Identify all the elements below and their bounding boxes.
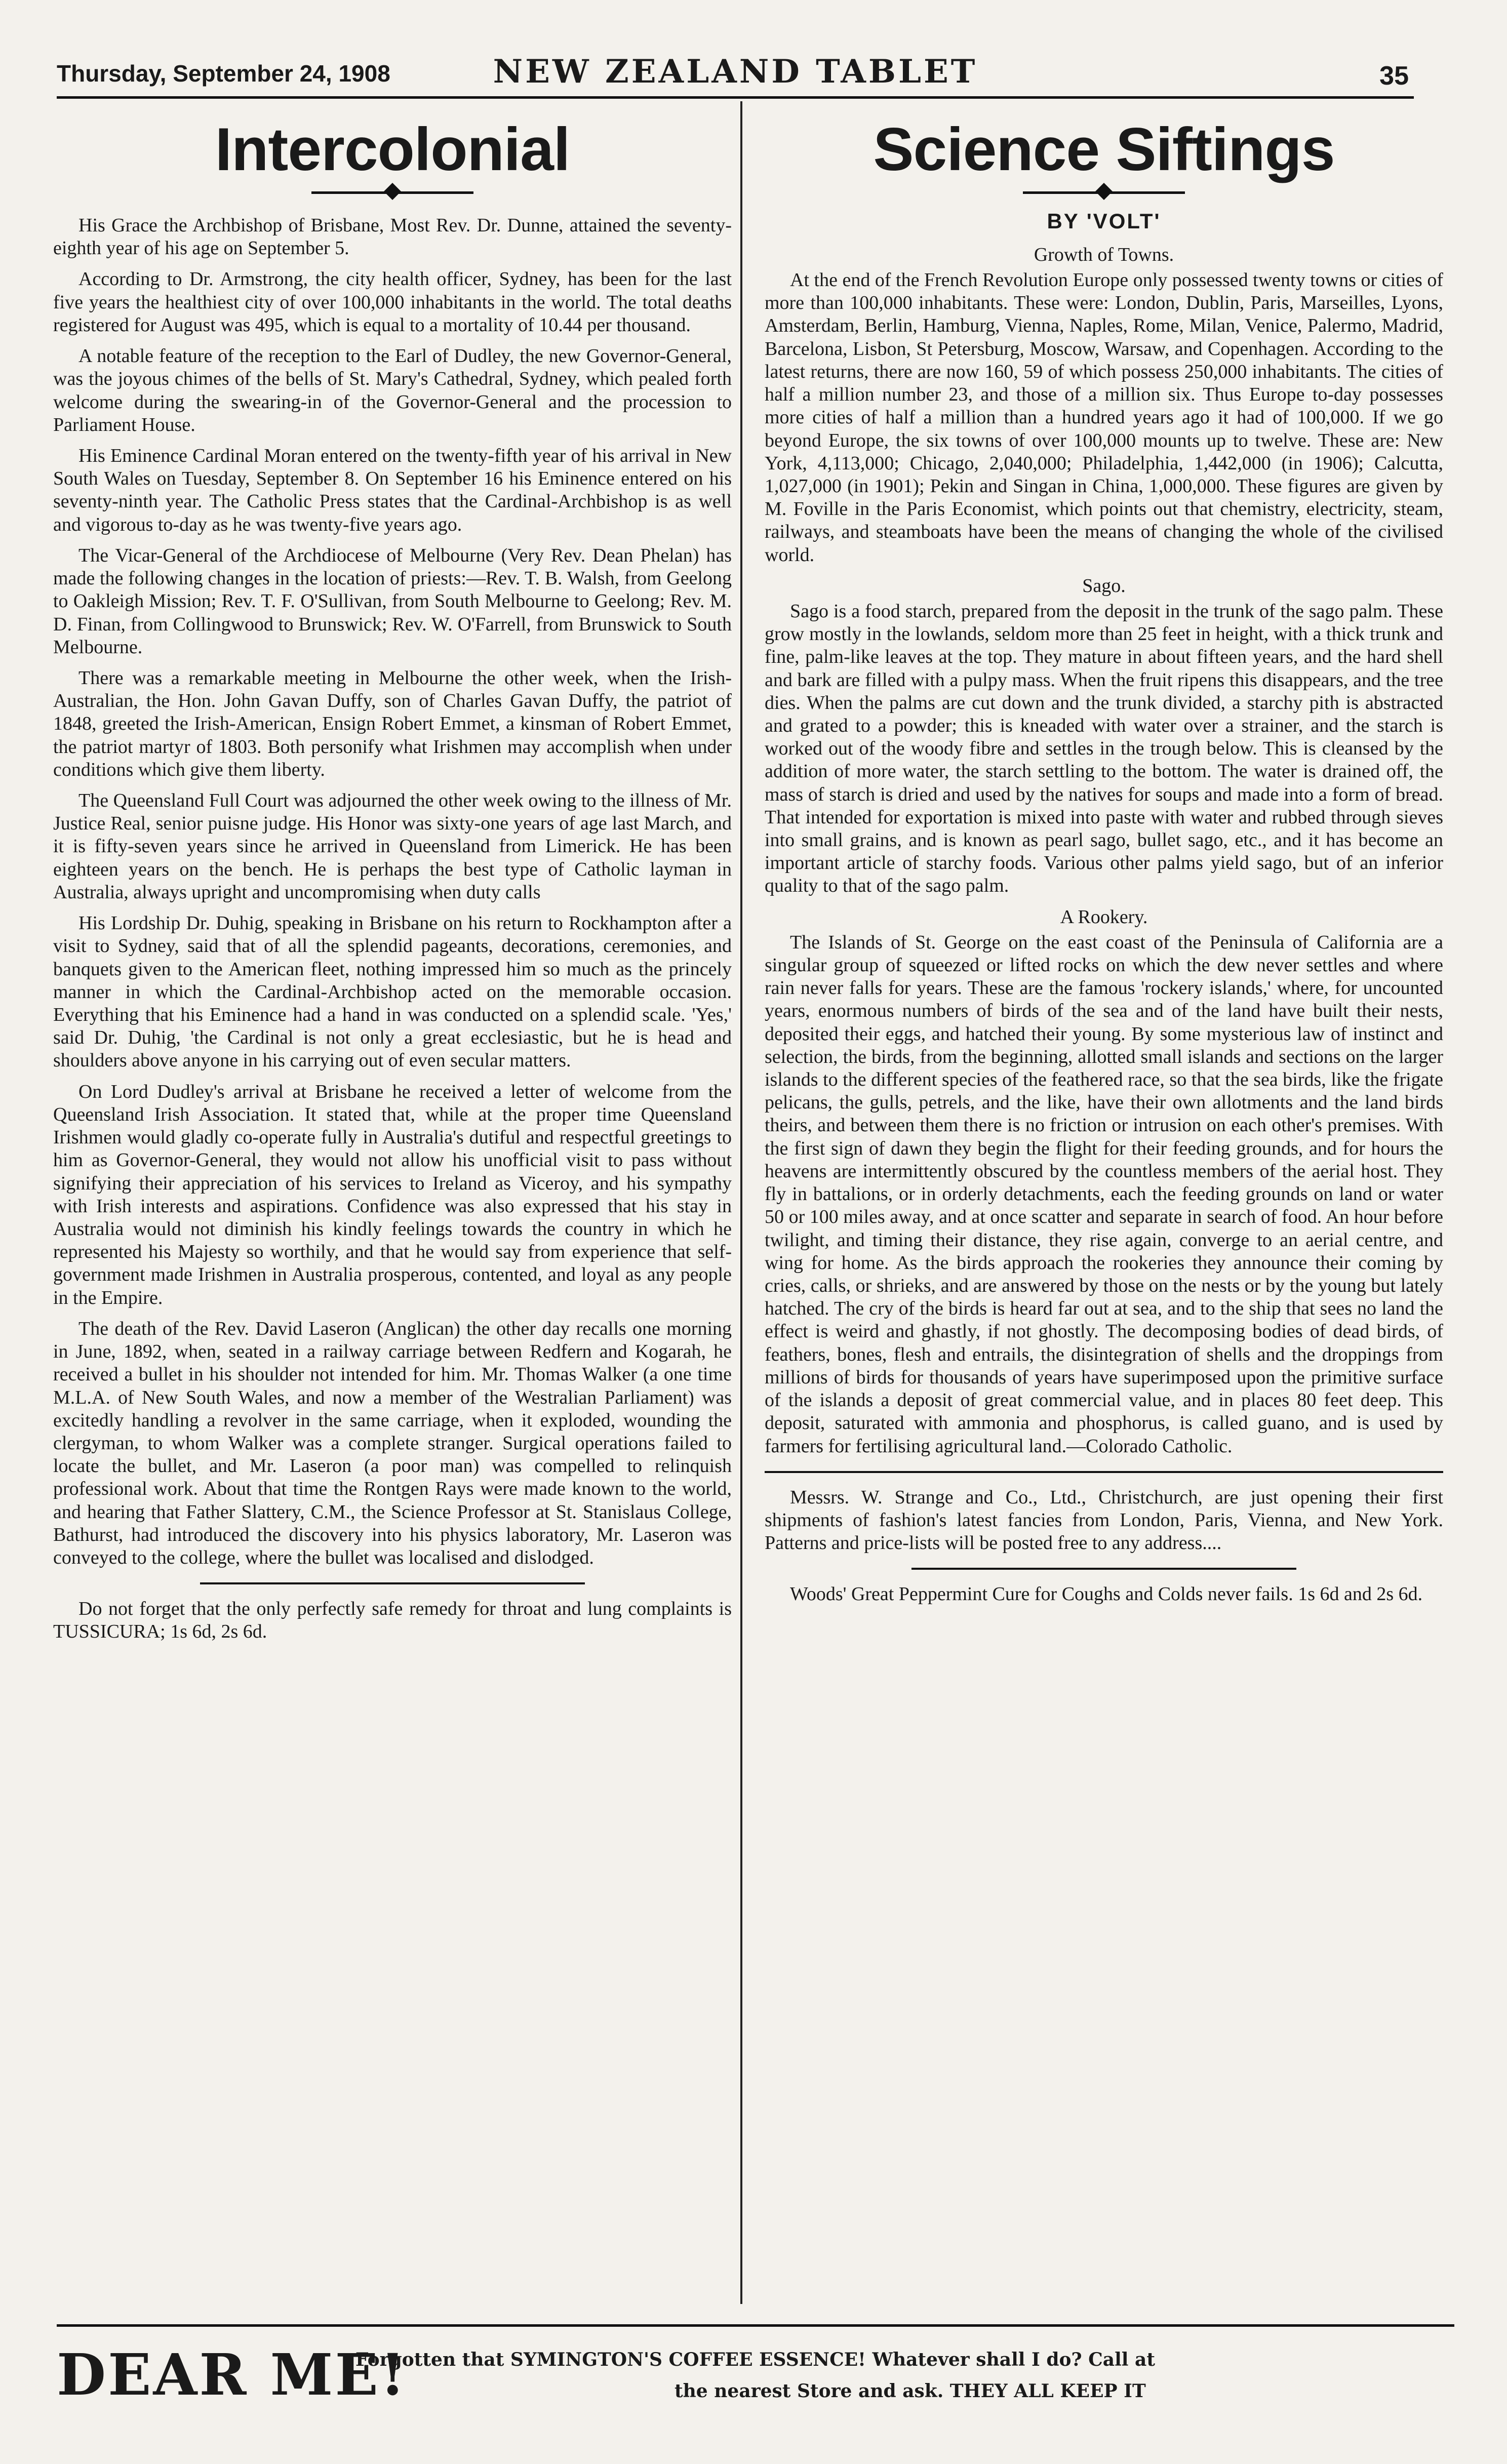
paragraph: A notable feature of the reception to the Earl of Dudley, the new Governor-General, was the joyous chimes of the bells of St. Mary's Cathedral, Sydney, which pealed forth welcome during the swearing-in of the Governor-General and the procession to Parliament House. bbox=[53, 345, 732, 435]
masthead bbox=[57, 46, 1414, 99]
issue-date: Thursday, September 24, 1908 bbox=[57, 60, 390, 87]
footer-advertisement bbox=[57, 2324, 1454, 2428]
intercolonial-column bbox=[53, 117, 732, 2214]
paragraph: At the end of the French Revolution Europe only possessed twenty towns or cities of more than 100,000 inhabitants. These were: London, Dublin, Paris, Marseilles, Lyons, Amsterdam, Berlin, Hamburg, Vienna, Naples, Rome, Milan, Venice, Palermo, Madrid, Barcelona, Lisbon, St Petersburg, Moscow, Warsaw, and Copenhagen. According to the latest returns, there are now 160, 59 of which possess 250,000 inhabitants. The cities of half a million number 23, and those of a million six. Thus Europe to-day possesses more cities of half a million than a hundred years ago it had of 100,000. If we go beyond Europe, the six towns of over 100,000 mounts up to twelve. These are: New York, 4,113,000; Chicago, 2,040,000; Philadelphia, 1,442,000 (in 1906); Calcutta, 1,027,000 (in 1901); Pekin and Singan in China, 1,000,000. These figures are given by M. Foville in the Paris Economist, which points out that chemistry, electricity, steam, railways, and steamboats have been the means of changing the whole of the civilised world. bbox=[765, 269, 1443, 566]
tussicura-notice: Do not forget that the only perfectly safe remedy for throat and lung complaints is TUSSICURA; 1s 6d, 2s 6d. bbox=[53, 1598, 732, 1643]
subheading-growth-of-towns: Growth of Towns. bbox=[1034, 244, 1174, 265]
paragraph: The Vicar-General of the Archdiocese of Melbourne (Very Rev. Dean Phelan) has made the following changes in the location of priests:—Rev. T. B. Walsh, from Geelong to Oakleigh Mission; Rev. T. F. O'Sullivan, from South Melbourne to Geelong; Rev. M. D. Finan, from Collingwood to Brunswick; Rev. W. O'Farrell, from Brunswick to South Melbourne. bbox=[53, 544, 732, 658]
page-number: 35 bbox=[1379, 61, 1409, 91]
subheading-sago: Sago. bbox=[1082, 575, 1126, 597]
paragraph: His Lordship Dr. Duhig, speaking in Brisbane on his return to Rockhampton after a visit to Sydney, said that of all the splendid pageants, decorations, ceremonies, and banquets given to the American fleet, nothing impressed him so much as the princely manner in which the Cardinal-Archbishop acted on the memorable occasion. Everything that his Eminence had a hand in was conducted on a splendid scale. 'Yes,' said Dr. Duhig, 'the Cardinal is not only a great ecclesiastic, but he is head and shoulders above anyone in his carrying out of even secular matters. bbox=[53, 912, 732, 1071]
advert-headline: DEAR ME! bbox=[57, 2342, 407, 2408]
paragraph: His Grace the Archbishop of Brisbane, Most Rev. Dr. Dunne, attained the seventy-eighth year of his age on September 5. bbox=[53, 215, 732, 259]
title-ornament bbox=[1023, 191, 1185, 194]
section-rule bbox=[200, 1582, 585, 1584]
intercolonial-title: Intercolonial bbox=[215, 117, 570, 183]
byline: BY 'VOLT' bbox=[1047, 209, 1161, 233]
science-title: Science Siftings bbox=[873, 117, 1335, 183]
paragraph: The Islands of St. George on the east coast of the Peninsula of California are a singular group of squeezed or lifted rocks on which the dew never settles and where rain never falls for years. These are the famous 'rockery islands,' where, for uncounted years, enormous numbers of birds of the sea and of the land have built their nests, deposited their eggs, and hatched their young. By some mysterious law of instinct and selection, the birds, from the beginning, allotted small islands and sections on the larger islands to the different species of the feathered race, so that the sea birds, like the frigate pelicans, the gulls, petrels, and the like, have their own allotments and the land birds theirs, and between them there is no friction or intrusion on each other's premises. With the first sign of dawn they begin the flight for their feeding grounds, and for hours the heavens are intermittently obscured by the countless members of the aerial host. They fly in battalions, or in orderly detachments, each the feeding grounds on land or water 50 or 100 miles away, and at once scatter and separate in search of food. An hour before twilight, and timing their distance, they rise again, converge to an aerial centre, and wing for home. As the birds approach the rookeries they announce their coming by cries, calls, or shrieks, and are answered by those on the nests or by the young but lately hatched. The cry of the birds is heard far out at sea, and to the ship that sees no land the effect is weird and ghastly, if not ghostly. The decomposing bodies of dead birds, of feathers, bones, flesh and entrails, the disintegration of shells and the droppings from millions of birds for thousands of years have superimposed upon the primitive surface of the islands a deposit of great commercial value, and in places 80 feet deep. This deposit, saturated with ammonia and phosphorus, is called guano, and is used by farmers for fertilising agricultural land.—Colorado Catholic. bbox=[765, 931, 1443, 1457]
paragraph: The Queensland Full Court was adjourned the other week owing to the illness of Mr. Justice Real, senior puisne judge. His Honor was sixty-one years of age last March, and it is fifty-seven years since he arrived in Queensland from Limerick. He has been eighteen years on the bench. He is perhaps the best type of Catholic layman in Australia, always upright and uncompromising when duty calls bbox=[53, 790, 732, 903]
section-rule bbox=[765, 1471, 1443, 1473]
paragraph: According to Dr. Armstrong, the city health officer, Sydney, has been for the last five years the healthiest city of over 100,000 inhabitants in the world. The total deaths registered for August was 495, which is equal to a mortality of 10.44 per thousand. bbox=[53, 268, 732, 336]
advert-line-2: the nearest Store and ask. THEY ALL KEEP IT bbox=[675, 2380, 1146, 2402]
strange-co-notice: Messrs. W. Strange and Co., Ltd., Christchurch, are just opening their first shipments of fashion's latest fancies from London, Paris, Vienna, and New York. Patterns and price-lists will be posted free to any address.... bbox=[765, 1486, 1443, 1554]
paragraph: His Eminence Cardinal Moran entered on the twenty-fifth year of his arrival in New South Wales on Tuesday, September 8. On September 16 his Eminence entered on his seventy-ninth year. The Catholic Press states that the Cardinal-Archbishop is as well and vigorous to-day as he was twenty-five years ago. bbox=[53, 445, 732, 535]
column-divider bbox=[740, 101, 742, 2304]
paragraph: There was a remarkable meeting in Melbourne the other week, when the Irish-Australian, the Hon. John Gavan Duffy, son of Charles Gavan Duffy, the patriot of 1848, greeted the Irish-American, Ensign Robert Emmet, a kinsman of Robert Emmet, the patriot martyr of 1803. Both personify what Irishmen may accomplish when under conditions which give them liberty. bbox=[53, 667, 732, 780]
woods-peppermint-notice: Woods' Great Peppermint Cure for Coughs and Colds never fails. 1s 6d and 2s 6d. bbox=[790, 1583, 1423, 1605]
paragraph: Sago is a food starch, prepared from the deposit in the trunk of the sago palm. These grow mostly in the lowlands, seldom more than 25 feet in height, with a thick trunk and fine, palm-like leaves at the top. They mature in about fifteen years, and the hard shell and bark are filled with a pulpy mass. When the fruit ripens this disappears, and the tree dies. When the palms are cut down and the trunk divided, a starchy pith is abstracted and grated to a powder; this is kneaded with water over a strainer, and the starch is worked out of the woody fibre and settles in the trough below. This is cleansed by the addition of more water, the starch settling to the bottom. The water is drained off, the mass of starch is dried and used by the natives for soups and made into a form of bread. That intended for exportation is mixed into paste with water and rubbed through sieves into small grains, and is known as pearl sago, bullet sago, etc., and it has become an important article of starchy foods. Various other palms yield sago, but of an inferior quality to that of the sago palm. bbox=[765, 600, 1443, 897]
subheading-rookery: A Rookery. bbox=[1060, 906, 1148, 928]
paragraph: The death of the Rev. David Laseron (Anglican) the other day recalls one morning in June, 1892, when, seated in a railway carriage between Redfern and Kogarah, he received a bullet in his shoulder not intended for him. Mr. Thomas Walker (a one time M.L.A. of New South Wales, and now a member of the Westralian Parliament) was excitedly handling a revolver in the same carriage, when it exploded, wounding the clergyman, to whom Walker was a complete stranger. Surgical operations failed to locate the bullet, and Mr. Laseron (a poor man) was compelled to relinquish professional work. About that time the Rontgen Rays were made known to the world, and hearing that Father Slattery, C.M., the Science Professor at St. Stanislaus College, Bathurst, had introduced the discovery into his physics laboratory, Mr. Laseron was conveyed to the college, where the bullet was localised and dislodged. bbox=[53, 1318, 732, 1569]
advert-line-1: Forgotten that SYMINGTON'S COFFEE ESSENCE! Whatever shall I do? Call at bbox=[355, 2349, 1155, 2370]
paragraph: On Lord Dudley's arrival at Brisbane he received a letter of welcome from the Queensland Irish Association. It stated that, while at the proper time Queensland Irishmen would gladly co-operate fully in Australia's dutiful and respectful greetings to him as Governor-General, they would not allow his unofficial visit to pass without signifying their appreciation of his services to Ireland as Viceroy, and his sympathy with Irish interests and aspirations. Confidence was also expressed that his stay in Australia would not diminish his kindly feelings towards the country in which he represented his Majesty so worthily, and that he would say from experience that self-government made Irishmen in Australia prosperous, contented, and loyal as any people in the Empire. bbox=[53, 1081, 732, 1308]
newspaper-title: NEW ZEALAND TABLET bbox=[493, 53, 978, 91]
science-column bbox=[765, 117, 1443, 2214]
title-ornament bbox=[311, 191, 473, 194]
section-rule bbox=[911, 1568, 1296, 1570]
